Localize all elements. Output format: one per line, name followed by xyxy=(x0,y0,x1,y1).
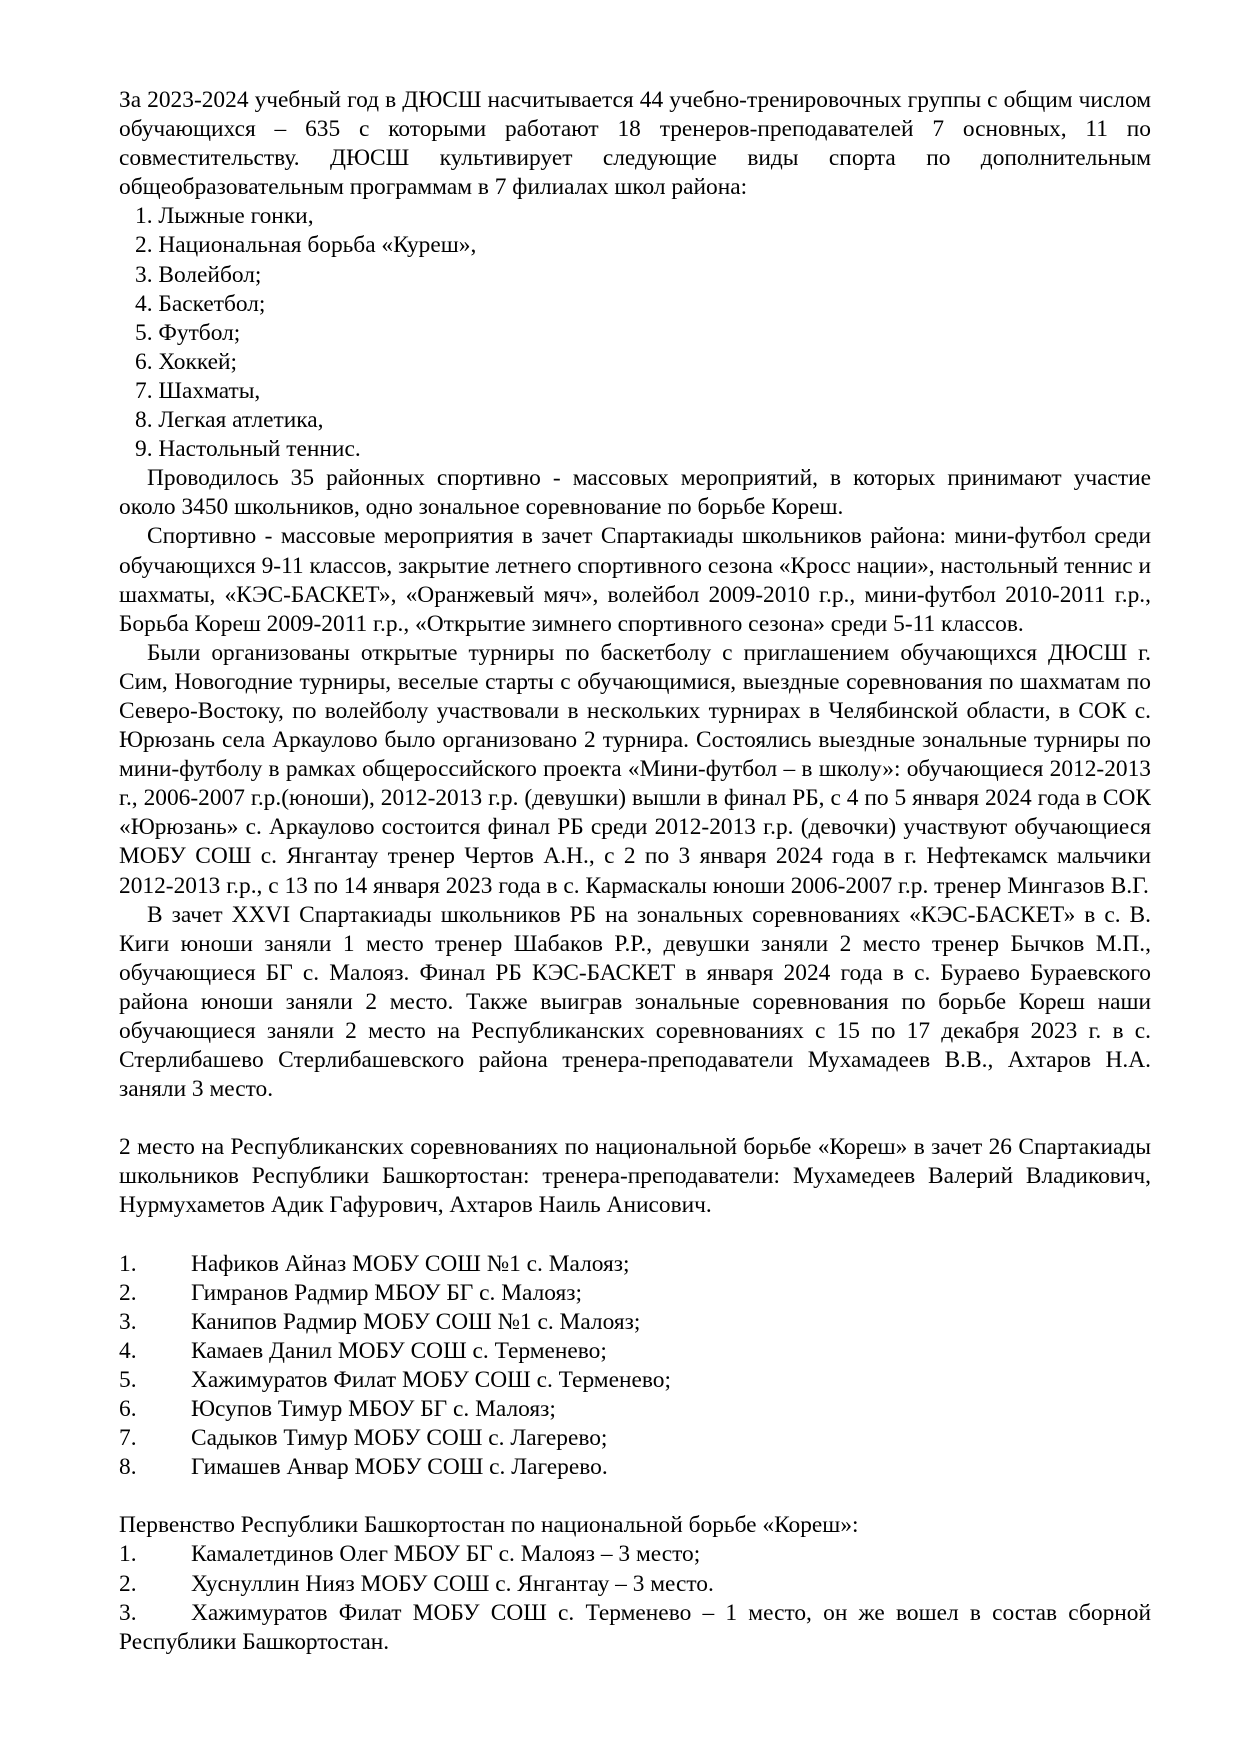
list-item: 9. Настольный теннис. xyxy=(135,436,361,463)
championship-list-item xyxy=(119,1570,1151,1599)
item-number: 8. xyxy=(119,1454,137,1481)
spacer xyxy=(119,1482,1151,1511)
item-text: Хажимуратов Филат МОБУ СОШ с. Терменево; xyxy=(191,1366,671,1393)
item-number: 4. xyxy=(119,1337,137,1364)
team-list-item xyxy=(119,1453,1151,1482)
list-item: 2. Национальная борьба «Куреш», xyxy=(135,232,477,259)
list-item: 3. Волейбол; xyxy=(135,261,262,288)
item-text: Юсупов Тимур МБОУ БГ с. Малояз; xyxy=(191,1396,556,1423)
list-item: 5. Футбол; xyxy=(135,319,241,346)
item-number: 6. xyxy=(119,1396,137,1423)
item-text: Садыков Тимур МОБУ СОШ с. Лагерево; xyxy=(191,1425,608,1452)
list-item: 6. Хоккей; xyxy=(135,348,238,375)
team-list-item xyxy=(119,1424,1151,1453)
results-paragraph: В зачет XXVI Спартакиады школьников РБ на зональных соревнованиях «КЭС-БАСКЕТ» в с. В. Киги юноши заняли 1 место тренер Шабаков Р.Р., девушки заняли 2 место тренер Бычков М.П., обучающиеся БГ с. Малояз. Финал РБ КЭС-БАСКЕТ в января 2024 года в с. Бураево Бураевского района юноши заняли 2 место. Также выиграв зональные соревнования по борьбе Кореш наши обучающиеся заняли 2 место на Республиканских соревнованиях с 15 по 17 декабря 2023 г. в с. Стерлибашево Стерлибашевского района тренера-преподаватели Мухамадеев В.В., Ахтаров Н.А. заняли 3 место. xyxy=(119,901,1151,1103)
list-item: 7. Шахматы, xyxy=(135,377,261,404)
championship-list-item xyxy=(119,1540,1151,1569)
intro-paragraph: За 2023-2024 учебный год в ДЮСШ насчитывается 44 учебно-тренировочных группы с общим числом обучающихся – 635 с которыми работают 18 тренеров-преподавателей 7 основных, 11 по совместительству. ДЮСШ культивирует следующие виды спорта по дополнительным общеобразовательным программам в 7 филиалах школ района: xyxy=(119,87,1151,201)
championship-list xyxy=(119,1540,1151,1598)
team-list-item xyxy=(119,1366,1151,1395)
championship-item-3 xyxy=(119,1599,1151,1657)
item-number: 2. xyxy=(119,1570,137,1597)
sports-list xyxy=(119,202,1151,464)
team-list-item xyxy=(119,1395,1151,1424)
item-text: Гимранов Радмир МБОУ БГ с. Малояз; xyxy=(191,1279,583,1306)
list-item: 1. Лыжные гонки, xyxy=(135,203,314,230)
spacer xyxy=(119,1221,1151,1250)
spacer xyxy=(119,1104,1151,1133)
team-list-item xyxy=(119,1337,1151,1366)
item-number: 3. xyxy=(119,1599,137,1626)
item-text: Нафиков Айназ МОБУ СОШ №1 с. Малояз; xyxy=(191,1250,630,1277)
item-text: Камаев Данил МОБУ СОШ с. Терменево; xyxy=(191,1337,607,1364)
tournaments-paragraph: Были организованы открытые турниры по баскетболу с приглашением обучающихся ДЮСШ г. Сим, Новогодние турниры, веселые старты с обучающимися, выездные соревнования по шахматам по Северо-Востоку, по волейболу участвовали в нескольких турнирах в Челябинской области, в СОК с. Юрюзань села Аркаулово было организовано 2 турнира. Состоялись выездные зональные турниры по мини-футболу в рамках общероссийского проекта «Мини-футбол – в школу»: обучающиеся 2012-2013 г., 2006-2007 г.р.(юноши), 2012-2013 г.р. (девушки) вышли в финал РБ, с 4 по 5 января 2024 года в СОК «Юрюзань» с. Аркаулово состоится финал РБ среди 2012-2013 г.р. (девочки) участвуют обучающиеся МОБУ СОШ с. Янгантау тренер Чертов А.Н., с 2 по 3 января 2024 года в г. Нефтекамск мальчики 2012-2013 г.р., с 13 по 14 января 2023 года в с. Кармаскалы юноши 2006-2007 г.р. тренер Мингазов В.Г. xyxy=(119,639,1151,899)
item-number: 3. xyxy=(119,1308,137,1335)
spartakiad-paragraph: Спортивно - массовые мероприятия в зачет Спартакиады школьников района: мини-футбол среди обучающихся 9-11 классов, закрытие летнего спортивного сезона «Кросс нации», настольный теннис и шахматы, «КЭС-БАСКЕТ», «Оранжевый мяч», волейбол 2009-2010 г.р., мини-футбол 2010-2011 г.р., Борьба Кореш 2009-2011 г.р., «Открытие зимнего спортивного сезона» среди 5-11 классов. xyxy=(119,523,1151,637)
item-number: 5. xyxy=(119,1366,137,1393)
item-number: 2. xyxy=(119,1279,137,1306)
team-list-item xyxy=(119,1250,1151,1279)
item-text: Хажимуратов Филат МОБУ СОШ с. Терменево – 1 место, он же вошел в состав сборной Республики Башкортостан. xyxy=(119,1599,1151,1655)
team-list-item xyxy=(119,1308,1151,1337)
list-item: 4. Баскетбол; xyxy=(135,290,266,317)
document-page xyxy=(119,86,1151,1657)
second-place-paragraph: 2 место на Республиканских соревнованиях по национальной борьбе «Кореш» в зачет 26 Спартакиады школьников Республики Башкортостан: тренера-преподаватели: Мухамедеев Валерий Владикович, Нурмухаметов Адик Гафурович, Ахтаров Наиль Анисович. xyxy=(119,1134,1151,1219)
championship-title: Первенство Республики Башкортостан по национальной борьбе «Кореш»: xyxy=(119,1512,859,1539)
item-text: Гимашев Анвар МОБУ СОШ с. Лагерево. xyxy=(191,1454,608,1481)
item-text: Камалетдинов Олег МБОУ БГ с. Малояз – 3 место; xyxy=(191,1541,701,1568)
item-number: 1. xyxy=(119,1250,137,1277)
item-number: 1. xyxy=(119,1541,137,1568)
item-text: Хуснуллин Нияз МОБУ СОШ с. Янгантау – 3 место. xyxy=(191,1570,714,1597)
item-number: 7. xyxy=(119,1425,137,1452)
team-list xyxy=(119,1250,1151,1483)
events-paragraph: Проводилось 35 районных спортивно - массовых мероприятий, в которых принимают участие около 3450 школьников, одно зональное соревнование по борьбе Кореш. xyxy=(119,465,1151,521)
list-item: 8. Легкая атлетика, xyxy=(135,407,324,434)
item-text: Канипов Радмир МОБУ СОШ №1 с. Малояз; xyxy=(191,1308,641,1335)
team-list-item xyxy=(119,1279,1151,1308)
